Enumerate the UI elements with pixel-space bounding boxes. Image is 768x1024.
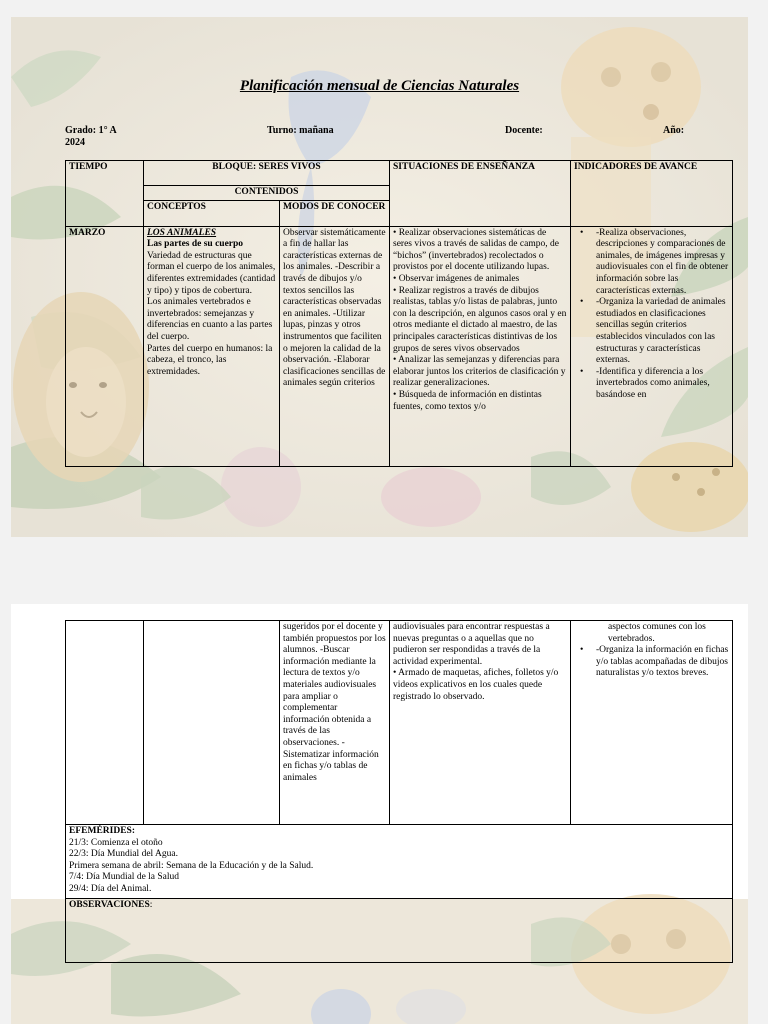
month-cell-continued	[66, 621, 144, 825]
efemeride-5: 29/4: Día del Animal.	[69, 883, 152, 894]
header-conceptos: CONCEPTOS	[144, 200, 280, 226]
observaciones-colon: :	[149, 900, 153, 910]
grade-text: Grado: 1° A	[65, 125, 117, 136]
indicador-3-continued: aspectos comunes con los vertebrados.	[608, 622, 706, 644]
indicador-2: • -Organiza la variedad de animales estudiados en clasificaciones sencillas según criterios establecidos vinculados con las estructuras y características externas.	[574, 297, 729, 367]
indicador-3: • -Identifica y diferencia a los invertebrados como animales, basándose en	[574, 367, 729, 402]
situaciones-cell-continued	[390, 621, 571, 825]
indicador-1: • -Realiza observaciones, descripciones y comparaciones de animales, de imágenes impresas y audiovisuales con el fin de obtener información sobre las características externas.	[574, 228, 729, 298]
efemerides-cell	[66, 825, 733, 899]
concept-subtitle: Las partes de su cuerpo	[147, 239, 244, 250]
concepts-cell	[144, 226, 280, 466]
planning-table-continued	[65, 620, 733, 963]
document-page-2	[11, 604, 748, 1024]
month-cell: MARZO	[66, 226, 144, 466]
planning-table	[65, 160, 733, 467]
header-situaciones: SITUACIONES DE ENSEÑANZA	[390, 161, 571, 227]
concept-text-2: Los animales vertebrados e invertebrados: semejanzas y diferencias en cuanto a las partes del cuerpo.	[147, 297, 273, 342]
header-indicadores: INDICADORES DE AVANCE	[571, 161, 733, 227]
teacher-label: Docente:	[505, 125, 543, 136]
indicador-4: • -Organiza la información en fichas y/o tablas acompañadas de dibujos naturalistas y/o textos breves.	[574, 645, 729, 680]
header-bloque: BLOQUE: SERES VIVOS	[144, 161, 390, 186]
situacion-4: • Analizar las semejanzas y diferencias para elaborar juntos los criterios de clasificación y realizar generalizaciones.	[393, 355, 566, 389]
document-title: Planificación mensual de Ciencias Naturales	[239, 78, 520, 94]
concept-text-3: Partes del cuerpo en humanos: la cabeza, el tronco, las extremidades.	[147, 343, 273, 377]
efemeride-3: Primera semana de abril: Semana de la Educación y de la Salud.	[69, 860, 314, 871]
concept-title: LOS ANIMALES	[147, 227, 217, 238]
efemerides-label: EFEMÉRIDES:	[69, 826, 135, 836]
observaciones-label: OBSERVACIONES	[69, 900, 150, 910]
modos-cell	[280, 226, 390, 466]
indicadores-cell-continued	[571, 621, 733, 825]
efemeride-2: 22/3: Día Mundial del Agua.	[69, 849, 178, 860]
efemeride-1: 21/3: Comienza el otoño	[69, 837, 163, 848]
concepts-cell-continued	[144, 621, 280, 825]
year-label: Año:	[663, 125, 685, 136]
situacion-3: • Realizar registros a través de dibujos realistas, tablas y/o listas de palabras, junto con la descripción, en algunos casos oral y en otros mediante el dictado al maestro, de las principales características distintivas de los grupos de seres vivos observados	[393, 285, 567, 354]
grade-label	[65, 125, 117, 149]
concept-text-1: Variedad de estructuras que forman el cuerpo de los animales, diferentes extremidades (cantidad y tipo) y tipos de cobertura.	[147, 250, 276, 296]
header-contenidos: CONTENIDOS	[144, 186, 390, 201]
modos-text: Observar sistemáticamente a fin de hallar las características externas de los animales. -Describir a través de dibujos y/o textos sencillos las características observadas en animales. -Utilizar lupas, pinzas y otros instrumentos que faciliten o mejoren la calidad de la observación. -Elaborar clasificaciones sencillas de animales según criterios	[283, 227, 386, 389]
efemeride-4: 7/4: Día Mundial de la Salud	[69, 872, 180, 883]
situacion-5: • Búsqueda de información en distintas fuentes, como textos y/o	[393, 389, 542, 412]
indicadores-cell	[571, 226, 733, 466]
document-page-1	[11, 17, 748, 537]
grade-year: 2024	[65, 137, 85, 148]
header-modos: MODOS DE CONOCER	[280, 200, 390, 226]
shift-label: Turno: mañana	[267, 125, 334, 136]
header-tiempo: TIEMPO	[66, 161, 144, 227]
situacion-continued-1: audiovisuales para encontrar respuestas a nuevas preguntas o a aquellas que no pudieron ser respondidas a través de la actividad experimental.	[393, 622, 550, 667]
modos-cell-continued	[280, 621, 390, 825]
situacion-1: • Realizar observaciones sistemáticas de seres vivos a través de salidas de campo, de “bichos” (invertebrados) recolectados o provistos por el docente utilizando lupas.	[393, 227, 559, 273]
situaciones-cell	[390, 226, 571, 466]
modos-text-continued: sugeridos por el docente y también propuestos por los alumnos. -Buscar información mediante la lectura de textos y/o materiales audiovisuales para ampliar o complementar información obtenida a través de las observaciones. - Sistematizar información en fichas y/o tablas de animales	[283, 622, 386, 783]
situacion-2: • Observar imágenes de animales	[393, 273, 520, 284]
observaciones-cell	[66, 899, 733, 963]
situacion-continued-2: • Armado de maquetas, afiches, folletos y/o videos explicativos en los cuales quede registrado lo observado.	[393, 668, 559, 702]
